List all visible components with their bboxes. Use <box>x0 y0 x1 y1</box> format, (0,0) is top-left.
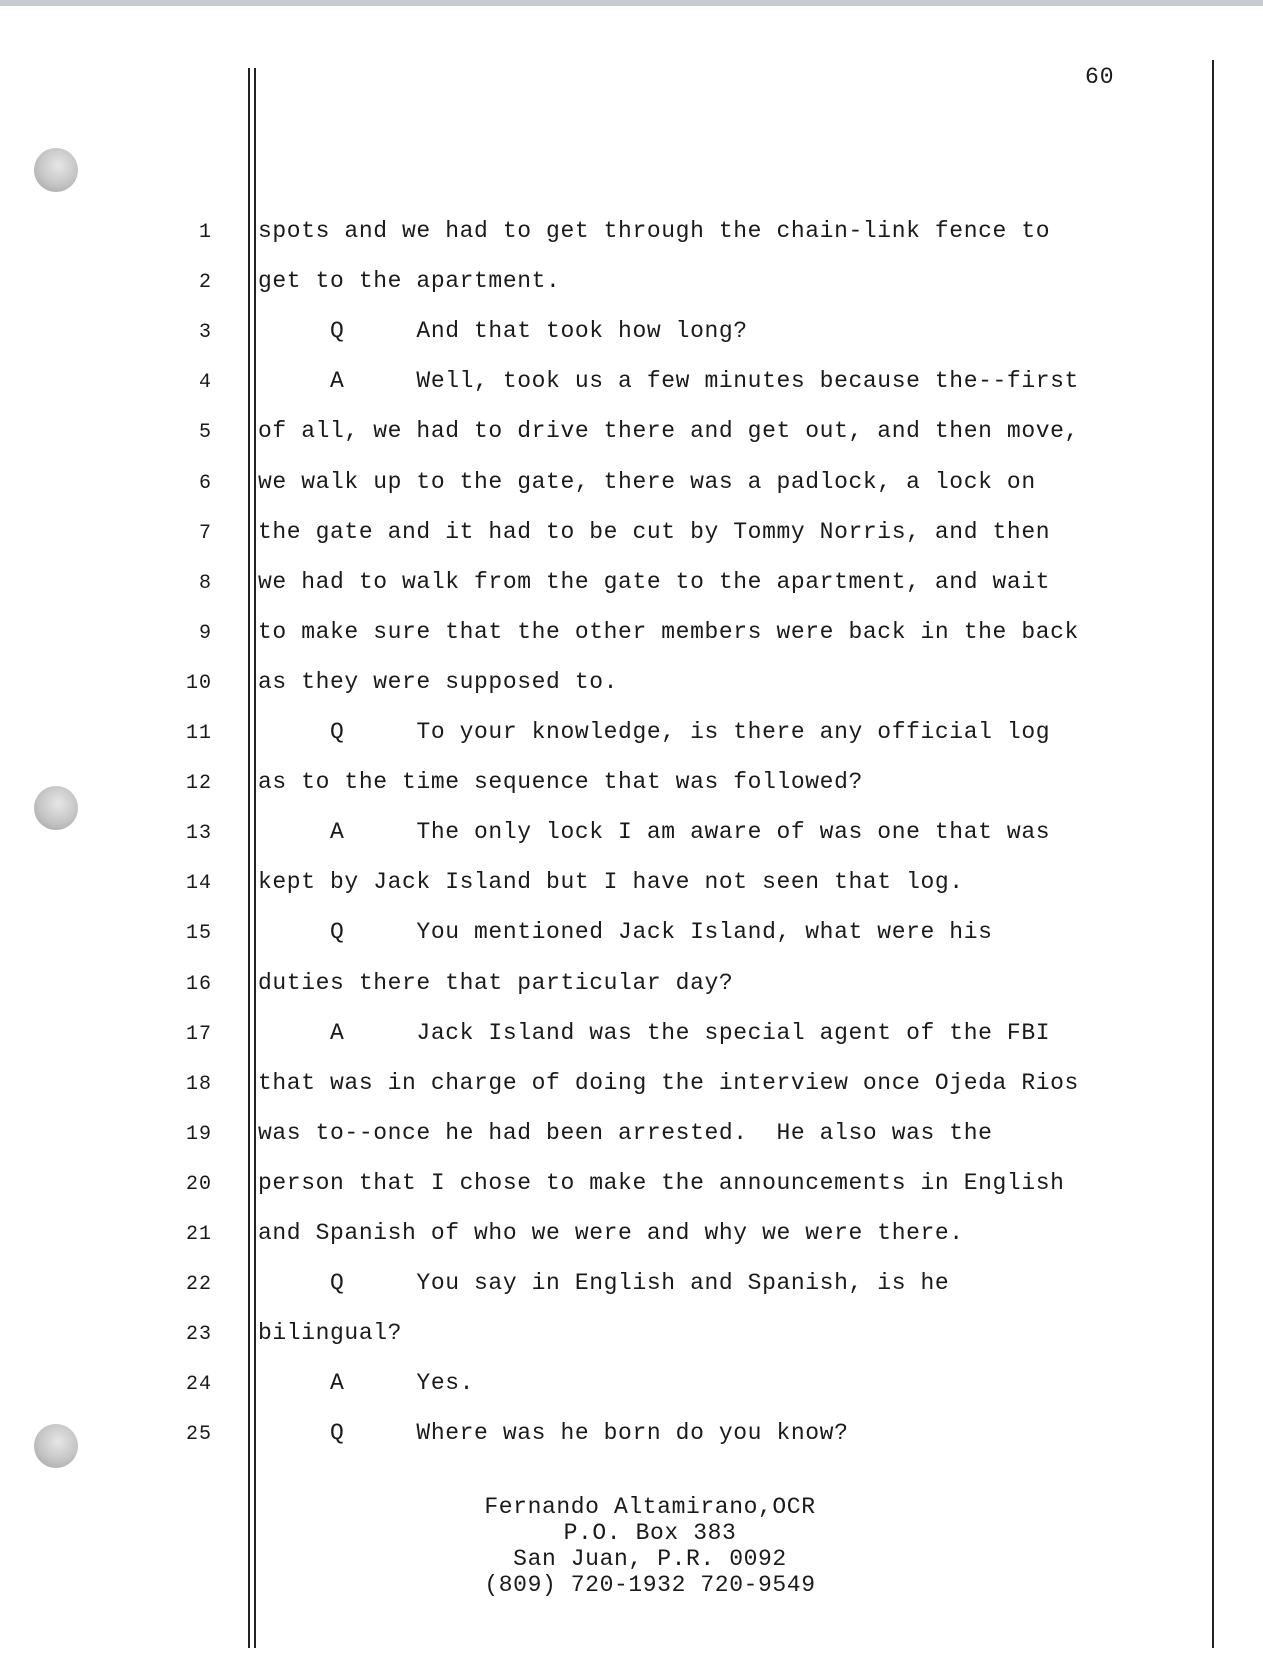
line-number: 12 <box>185 772 212 796</box>
line-number: 1 <box>198 221 212 244</box>
transcript-line-text: Q To your knowledge, is there any official log <box>258 719 1051 745</box>
transcript-line-text: bilingual? <box>258 1320 403 1347</box>
line-number: 23 <box>185 1323 212 1347</box>
binder-hole-middle <box>34 786 78 830</box>
binder-hole-top <box>34 148 78 192</box>
line-number: 11 <box>185 722 212 745</box>
reporter-city: San Juan, P.R. 0092 <box>513 1546 787 1572</box>
right-margin-rule <box>1212 60 1214 1648</box>
transcript-line-text: duties there that particular day? <box>258 969 734 996</box>
transcript-line-text: Q You mentioned Jack Island, what were his <box>258 919 993 946</box>
transcript-line-text: A Well, took us a few minutes because the--first <box>258 368 1079 395</box>
transcript-line-text: get to the apartment. <box>258 268 561 295</box>
transcript-line-text: A The only lock I am aware of was one that was <box>258 819 1051 846</box>
line-number: 5 <box>198 421 212 445</box>
transcript-line-text: as they were supposed to. <box>258 668 619 695</box>
page-top-edge <box>0 0 1263 6</box>
line-number: 19 <box>185 1122 212 1146</box>
line-number: 14 <box>185 872 212 896</box>
left-margin-rule-inner <box>254 68 256 1648</box>
transcript-line-text: and Spanish of who we were and why we were there. <box>258 1220 964 1246</box>
transcript-line-text: Q Where was he born do you know? <box>258 1420 849 1447</box>
line-number: 25 <box>185 1423 212 1447</box>
line-number: 2 <box>198 271 212 295</box>
line-number: 15 <box>185 922 212 946</box>
line-number: 16 <box>185 972 212 996</box>
transcript-line-text: person that I chose to make the announcements in English <box>258 1169 1065 1196</box>
line-number: 4 <box>198 371 212 395</box>
page-number: 60 <box>1085 64 1115 90</box>
transcript-line-text: to make sure that the other members were back in the back <box>258 618 1079 645</box>
transcript-line-text: kept by Jack Island but I have not seen that log. <box>258 869 964 896</box>
line-number: 17 <box>185 1022 212 1046</box>
line-number: 22 <box>185 1273 212 1297</box>
reporter-phone: (809) 720-1932 720-9549 <box>484 1572 816 1598</box>
transcript-line-text: as to the time sequence that was followed? <box>258 769 863 796</box>
transcript-line-text: of all, we had to drive there and get out, and then move, <box>258 418 1079 445</box>
line-number: 21 <box>185 1223 212 1246</box>
line-number: 8 <box>198 571 212 595</box>
transcript-line-text: the gate and it had to be cut by Tommy Norris, and then <box>258 518 1051 545</box>
line-number: 24 <box>185 1373 212 1397</box>
transcript-line-text: A Jack Island was the special agent of the FBI <box>258 1019 1051 1046</box>
line-number: 18 <box>185 1072 212 1096</box>
transcript-line-text: we walk up to the gate, there was a padlock, a lock on <box>258 468 1036 495</box>
transcript-line-text: Q And that took how long? <box>258 318 748 345</box>
transcript-line-text: Q You say in English and Spanish, is he <box>258 1270 950 1297</box>
reporter-name: Fernando Altamirano,OCR <box>484 1494 816 1520</box>
transcript-line-text: was to--once he had been arrested. He also was the <box>258 1119 993 1146</box>
left-margin-rule-outer <box>248 68 250 1648</box>
line-number: 7 <box>198 521 212 545</box>
line-number: 9 <box>198 621 212 645</box>
transcript-line-text: A Yes. <box>258 1370 475 1397</box>
binder-hole-bottom <box>34 1424 78 1468</box>
transcript-line-text: that was in charge of doing the interview once Ojeda Rios <box>258 1069 1079 1096</box>
line-number: 20 <box>185 1172 212 1196</box>
line-number: 13 <box>185 822 212 846</box>
line-number: 6 <box>198 471 212 495</box>
reporter-po-box: P.O. Box 383 <box>563 1520 737 1546</box>
transcript-line-text: we had to walk from the gate to the apartment, and wait <box>258 568 1051 595</box>
transcript-line-text: spots and we had to get through the chain-link fence to <box>258 218 1051 244</box>
line-number: 10 <box>185 671 212 695</box>
line-number: 3 <box>198 321 212 345</box>
